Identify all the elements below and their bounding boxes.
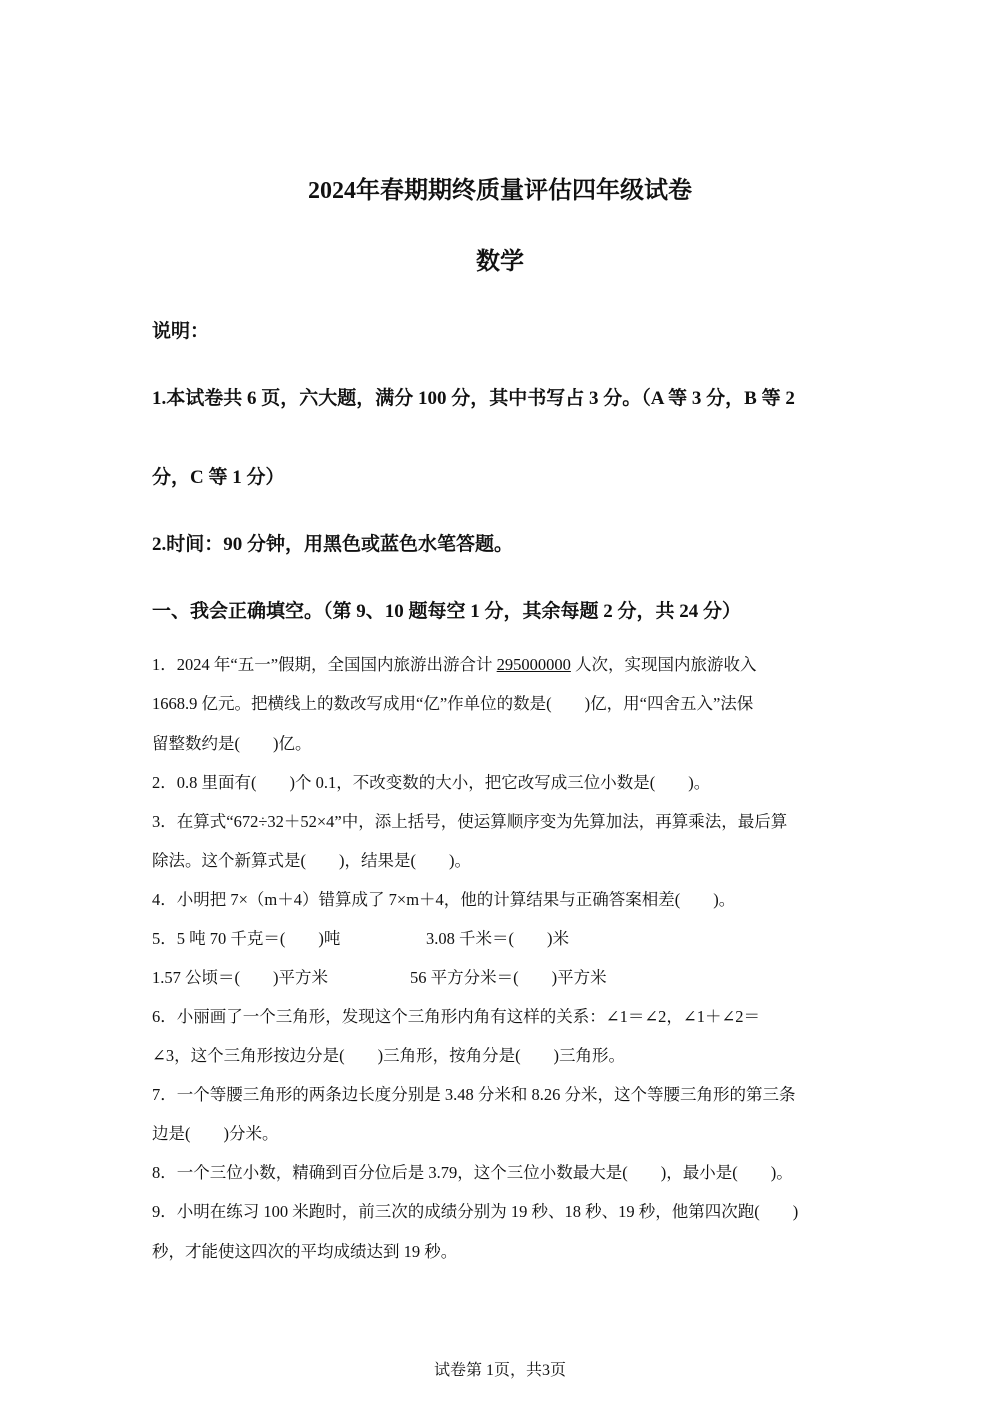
question-1-underlined-number: 295000000 bbox=[496, 655, 571, 674]
instruction-item-1-line-2: 分，C 等 1 分） bbox=[152, 467, 285, 488]
question-5-item-a: 5．5 吨 70 千克＝( )吨 bbox=[152, 929, 341, 948]
question-6-line-2: ∠3，这个三角形按边分是( )三角形，按角分是( )三角形。 bbox=[152, 1046, 626, 1065]
question-1-line-2: 1668.9 亿元。把横线上的数改写成用“亿”作单位的数是( )亿，用“四舍五入”法保 bbox=[152, 694, 754, 713]
section-1-heading: 一、我会正确填空。（第 9、10 题每空 1 分，其余每题 2 分，共 24 分） bbox=[152, 601, 742, 622]
question-1-text-b: 人次，实现国内旅游收入 bbox=[570, 655, 757, 674]
question-6-line-1: 6．小丽画了一个三角形，发现这个三角形内角有这样的关系：∠1＝∠2，∠1＋∠2＝ bbox=[152, 1007, 761, 1026]
question-8: 8．一个三位小数，精确到百分位后是 3.79，这个三位小数最大是( )，最小是( )。 bbox=[152, 1163, 793, 1182]
page-footer: 试卷第 1页，共3页 bbox=[433, 1362, 566, 1379]
question-1-text-a: 1．2024 年“五一”假期，全国国内旅游出游合计 bbox=[152, 655, 497, 674]
question-5-item-c: 1.57 公顷＝( )平方米 bbox=[152, 968, 328, 987]
question-9-line-1: 9．小明在练习 100 米跑时，前三次的成绩分别为 19 秒、18 秒、19 秒，他第四次跑( ) bbox=[152, 1202, 799, 1221]
instruction-item-2: 2.时间：90 分钟，用黑色或蓝色水笔答题。 bbox=[152, 534, 514, 555]
question-7-line-2: 边是( )分米。 bbox=[152, 1124, 279, 1143]
subject-title: 数学 bbox=[476, 249, 524, 275]
question-3-line-1: 3．在算式“672÷32＋52×4”中，添上括号，使运算顺序变为先算加法，再算乘法，最后算 bbox=[152, 812, 788, 831]
exam-title: 2024年春期期终质量评估四年级试卷 bbox=[308, 178, 692, 204]
instruction-item-1-line-1: 1.本试卷共 6 页，六大题，满分 100 分，其中书写占 3 分。（A 等 3 分，B 等 2 bbox=[152, 388, 795, 409]
question-4: 4．小明把 7×（m＋4）错算成了 7×m＋4，他的计算结果与正确答案相差( )。 bbox=[152, 890, 736, 909]
question-3-line-2: 除法。这个新算式是( )，结果是( )。 bbox=[152, 851, 471, 870]
question-5-item-b: 3.08 千米＝( )米 bbox=[426, 929, 569, 948]
question-1-line-3: 留整数约是( )亿。 bbox=[152, 734, 312, 753]
question-9-line-2: 秒，才能使这四次的平均成绩达到 19 秒。 bbox=[152, 1242, 458, 1261]
question-1-line-1 bbox=[152, 651, 757, 675]
question-5-item-d: 56 平方分米＝( )平方米 bbox=[410, 968, 607, 987]
question-7-line-1: 7．一个等腰三角形的两条边长度分别是 3.48 分米和 8.26 分米，这个等腰三角形的第三条 bbox=[152, 1085, 796, 1104]
instructions-heading: 说明： bbox=[152, 321, 210, 342]
question-2: 2．0.8 里面有( )个 0.1，不改变数的大小，把它改写成三位小数是( )。 bbox=[152, 773, 711, 792]
